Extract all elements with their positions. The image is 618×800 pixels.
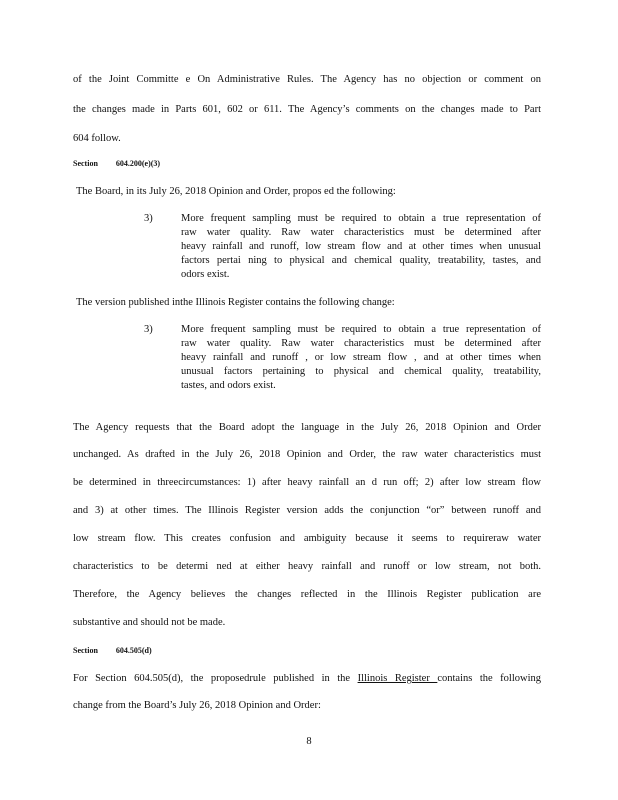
paragraph-line: [73, 673, 541, 685]
quote-number: 3): [144, 213, 153, 224]
quote-number: 3): [144, 324, 153, 335]
quote-line: heavy rainfall and runoff , or low stream flow , and at other times when: [181, 352, 541, 363]
paragraph-line: the changes made in Parts 601, 602 or 611. The Agency’s comments on the changes made to Part: [73, 104, 541, 115]
paragraph-line: characteristics to be determi ned at either heavy rainfall and runoff or low stream, not both.: [73, 561, 541, 572]
quote-line: unusual factors pertaining to physical and chemical quality, treatability,: [181, 366, 541, 377]
page-number: 8: [306, 736, 312, 747]
quote-line: More frequent sampling must be required to obtain a true representation of: [181, 324, 541, 335]
quote-line: More frequent sampling must be required to obtain a true representation of: [181, 213, 541, 224]
paragraph-line: unchanged. As drafted in the July 26, 2018 Opinion and Order, the raw water characteristics must: [73, 449, 541, 460]
paragraph-line: substantive and should not be made.: [73, 617, 226, 628]
quote-line: raw water quality. Raw water characteristics must be determined after: [181, 338, 541, 349]
paragraph-line: change from the Board’s July 26, 2018 Opinion and Order:: [73, 700, 321, 711]
section-heading: [73, 646, 152, 656]
quote-line: odors exist.: [181, 269, 230, 280]
quote-line: heavy rainfall and runoff, low stream flow and at other times when unusual: [181, 241, 541, 252]
section-number: 604.200(e)(3): [115, 159, 161, 168]
paragraph-line: low stream flow. This creates confusion and ambiguity because it seems to requireraw water: [73, 533, 541, 544]
paragraph-line: Therefore, the Agency believes the changes reflected in the Illinois Register publication are: [73, 589, 541, 600]
paragraph-line: be determined in threecircumstances: 1) after heavy rainfall an d run off; 2) after low stream flow: [73, 477, 541, 488]
section-heading: [73, 159, 160, 169]
quote-line: raw water quality. Raw water characteristics must be determined after: [181, 227, 541, 238]
paragraph-line: and 3) at other times. The Illinois Register version adds the conjunction “or” between runoff and: [73, 505, 541, 516]
quote-line: factors pertai ning to physical and chemical quality, treatability, tastes, and: [181, 255, 541, 266]
intro-line: The Board, in its July 26, 2018 Opinion and Order, propos ed the following:: [76, 186, 396, 197]
text-span: contains the following: [437, 673, 542, 684]
section-label: Section: [73, 159, 98, 168]
text-span: For Section 604.505(d), the proposedrule published in the: [73, 673, 358, 684]
paragraph-line: of the Joint Committe e On Administrative Rules. The Agency has no objection or comment on: [73, 74, 541, 85]
paragraph-line: 604 follow.: [73, 133, 121, 144]
section-label: Section: [73, 646, 98, 655]
section-number: 604.505(d): [115, 646, 152, 655]
quote-line: tastes, and odors exist.: [181, 380, 276, 391]
intro-line: The version published inthe Illinois Register contains the following change:: [76, 297, 395, 308]
paragraph-line: The Agency requests that the Board adopt the language in the July 26, 2018 Opinion and Order: [73, 422, 541, 433]
illinois-register-link: Illinois Register: [357, 673, 438, 684]
